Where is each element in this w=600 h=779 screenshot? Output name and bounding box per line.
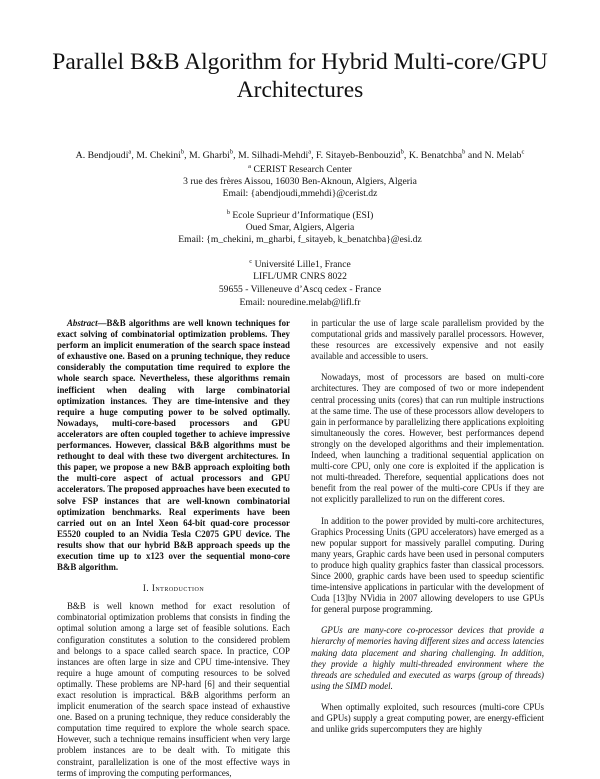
author-name: M. Chekini	[136, 150, 181, 161]
author-name: M. Gharbi	[189, 150, 230, 161]
author-affiliation-marker: b	[400, 148, 404, 156]
affiliation-c-lab: LIFL/UMR CNRS 8022	[253, 271, 347, 282]
affiliation-b-marker: b	[226, 208, 230, 216]
affiliation-a-address: 3 rue des frères Aissou, 16030 Ben-Aknoun, Algiers, Algeria	[183, 176, 417, 187]
abstract-text: —B&B algorithms are well known techniques for exact solving of combinatorial optimization problems. They perform an implicit enumeration of the search space instead of exhaustive one. Based on a pruning technique, they reduce considerably the computation time required to explore the whole search space. Nevertheless, these algorithms remain inefficient when dealing with large combinatorial optimization instances. They are time-intensive and they require a huge computing power to be solved optimally. Nowadays, multi-core-based processors and GPU accelerators are often coupled together to achieve impressive performances. However, classical B&B algorithms must be rethought to deal with these two divergent architectures. In this paper, we propose a new B&B approach exploiting both the multi-core aspect of actual processors and GPU accelerators. The proposed approaches have been executed to solve FSP instances that are well-known combinatorial optimization benchmarks. Real experiments have been carried out on an Intel Xeon 64-bit quad-core processor E5520 coupled to an Nvidia Tesla C2075 GPU device. The results show that our hybrid B&B approach speeds up the execution time up to x123 over the sequential mono-core B&B algorithm.	[57, 318, 290, 573]
right-column	[311, 318, 544, 735]
affiliation-b-address: Oued Smar, Algiers, Algeria	[245, 222, 355, 233]
author-name: F. Sitayeb-Benbouzid	[316, 150, 401, 161]
abstract	[57, 318, 290, 573]
right-paragraph-gpu: In addition to the power provided by multi-core architectures, Graphics Processing Units (GPU accelerators) have emerged as a new popular support for massively parallel computing. During many years, Graphic cards have been used in personal computers to produce high quality graphics faster than classical processors. Since 2000, graphic cards have been used to speedup scientific time-intensive applications in particular with the development of Cuda [13]by NVidia in 2007 allowing developers to use GPUs for general purpose programming.	[311, 515, 544, 615]
right-paragraph-gpu-hierarchy: GPUs are many-core co-processor devices that provide a hierarchy of memories having different sizes and access latencies making data placement and sharing challenging. In addition, they provide a highly multi-threaded environment where the threads are scheduled and executed as warps (group of threads) using the SIMD model.	[311, 625, 544, 691]
affiliation-a-email: Email: {abendjoudi,mmehdi}@cerist.dz	[222, 188, 378, 199]
author-affiliation-marker: a	[128, 148, 132, 156]
author-list: A. Bendjoudi$^a$, M. Chekini$^b$, M. Gharbi$^b$, M. Silhadi-Mehdi$^a$, F. Sitayeb-Benbouzid$^b$, K. Benatchba$^b$ and N. Melab$^c$	[75, 148, 525, 161]
author-name: M. Silhadi-Mehdi	[238, 150, 309, 161]
affiliation-a-name: $^a$ CERIST Research Center	[248, 162, 352, 175]
affiliation-b-email: Email: {m_chekini, m_gharbi, f_sitayeb, k_benatchba}@esi.dz	[178, 234, 422, 245]
left-column	[57, 318, 290, 779]
right-paragraph-continued: in particular the use of large scale parallelism provided by the computational grids and massively parallel processors. However, these resources are excessively expensive and not easily available and accessible to users.	[311, 318, 544, 362]
paper-title: Parallel B&B Algorithm for Hybrid Multi-core/GPU Architectures	[52, 49, 548, 103]
author-affiliation-marker: b	[462, 148, 466, 156]
author-affiliation-marker: c	[521, 148, 525, 156]
author-affiliation-marker: b	[180, 148, 185, 156]
affiliation-b-name: $^b$ Ecole Suprieur d’Informatique (ESI)	[226, 208, 374, 221]
affiliation-c-name: $^c$ Université Lille1, France	[249, 257, 351, 270]
author-name: K. Benatchba	[408, 150, 463, 161]
affiliation-c-marker: c	[249, 257, 253, 265]
abstract-label: Abstract	[67, 318, 98, 328]
author-affiliation-marker: b	[229, 148, 234, 156]
affiliation-c-email: Email: nouredine.melab@lifl.fr	[239, 297, 361, 308]
author-affiliation-marker: a	[308, 148, 312, 156]
intro-paragraph-1: B&B is well known method for exact resolution of combinatorial optimization problems that consists in finding the optimal solution among a large set of feasible solutions. Each configuration constitutes a solution to the considered problem and belongs to a space called search space. In practice, COP instances are often large in size and CPU time-intensive. They require a huge amount of computing resources to be solved optimally. These problems are NP-hard [6] and their sequential exact resolution is impractical. B&B algorithms perform an implicit enumeration of the search space instead of exhaustive one. Based on a pruning technique, they reduce considerably the computation time required to explore the whole search space. However, such a technique remains insufficient when very large problem instances are to be dealt with. To mitigate this constraint, parallelization is one of the most effective ways in terms of improving the computing performances,	[57, 601, 290, 778]
right-paragraph-multicore: Nowadays, most of processors are based on multi-core architectures. They are composed of two or more independent central processing units (cores) that can run multiple instructions at the same time. The use of these processors allow developers to gain in performance by parallelizing there applications exploiting simultaneously the cores. However, best performances depend strongly on the developed algorithms and their implementation. Indeed, when launching a traditional sequential application on multi-core CPU, only one core is exploited if the application is not multi-threaded. Therefore, sequential applications does not benefit from the real power of the multi-core CPUs if they are not explicitly parallelized to run on the different cores.	[311, 372, 544, 505]
author-name: N. Melab	[484, 150, 522, 161]
author-name: A. Bendjoudi	[75, 150, 129, 161]
affiliation-a-marker: a	[248, 162, 252, 170]
right-paragraph-resources: When optimally exploited, such resources (multi-core CPUs and GPUs) supply a great computing power, are energy-efficient and unlike grids supercomputers they are highly	[311, 701, 544, 735]
affiliation-c-address: 59655 - Villeneuve d’Ascq cedex - France	[218, 284, 382, 295]
section-heading-introduction: I. Introduction	[142, 583, 205, 594]
